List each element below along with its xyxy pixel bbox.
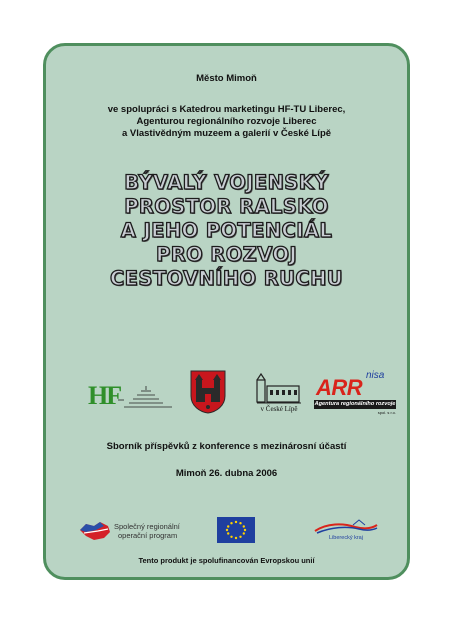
funding-note: Tento produkt je spolufinancován Evropskou unií: [138, 556, 315, 565]
title-line-2: PROSTOR RALSKO: [124, 195, 329, 218]
arr-band: Agentura regionálního rozvoje: [314, 401, 396, 407]
mimon-coat-of-arms: [190, 370, 226, 414]
book-title: [0, 171, 453, 291]
proceedings-line: Sborník příspěvků z konference s mezinárosní účastí: [106, 441, 347, 452]
cooperation-text: [0, 104, 453, 140]
region-text: Liberecký kraj: [329, 535, 363, 541]
museum-building-icon: [255, 372, 303, 406]
srop-logo: [78, 520, 190, 544]
hf-logo-text: HF: [88, 381, 121, 410]
eu-flag-icon: [217, 517, 255, 543]
cooperation-line-1: ve spolupráci s Katedrou marketingu HF-TU Liberec,: [107, 104, 346, 115]
czech-map-icon: [78, 520, 112, 542]
arr-nisa-text: nisa: [366, 370, 385, 381]
liberec-region-logo: [313, 519, 379, 543]
arr-logo: [314, 372, 396, 416]
title-line-4: PRO ROZVOJ: [156, 243, 297, 266]
cooperation-line-2: Agenturou regionálního rozvoje Liberec: [136, 116, 317, 127]
eu-logos: [0, 514, 453, 546]
srop-text-2: operační program: [118, 531, 178, 540]
arr-spol-text: spol. s r.o.: [377, 410, 396, 415]
arr-logo-text: ARR: [316, 375, 363, 400]
title-line-5: CESTOVNÍHO RUCHU: [109, 267, 344, 290]
museum-caption: v České Lípě: [260, 405, 298, 413]
conference-date: Mimoň 26. dubna 2006: [175, 468, 278, 479]
partner-logos: [0, 368, 453, 416]
hf-logo: [88, 382, 174, 410]
hf-pagoda-icon: [88, 382, 174, 410]
region-wave-icon: [313, 519, 379, 535]
city-name: Město Mimoň: [196, 73, 257, 84]
eu-flag: [217, 517, 255, 543]
title-line-1: BÝVALÝ VOJENSKÝ: [124, 171, 329, 194]
srop-text-1: Společný regionální: [114, 522, 180, 531]
coat-of-arms-icon: [190, 370, 226, 414]
cooperation-line-3: a Vlastivědným muzeem a galerií v České Lípě: [121, 128, 332, 139]
title-line-3: A JEHO POTENCIÁL: [120, 219, 333, 242]
museum-logo: [255, 372, 303, 416]
